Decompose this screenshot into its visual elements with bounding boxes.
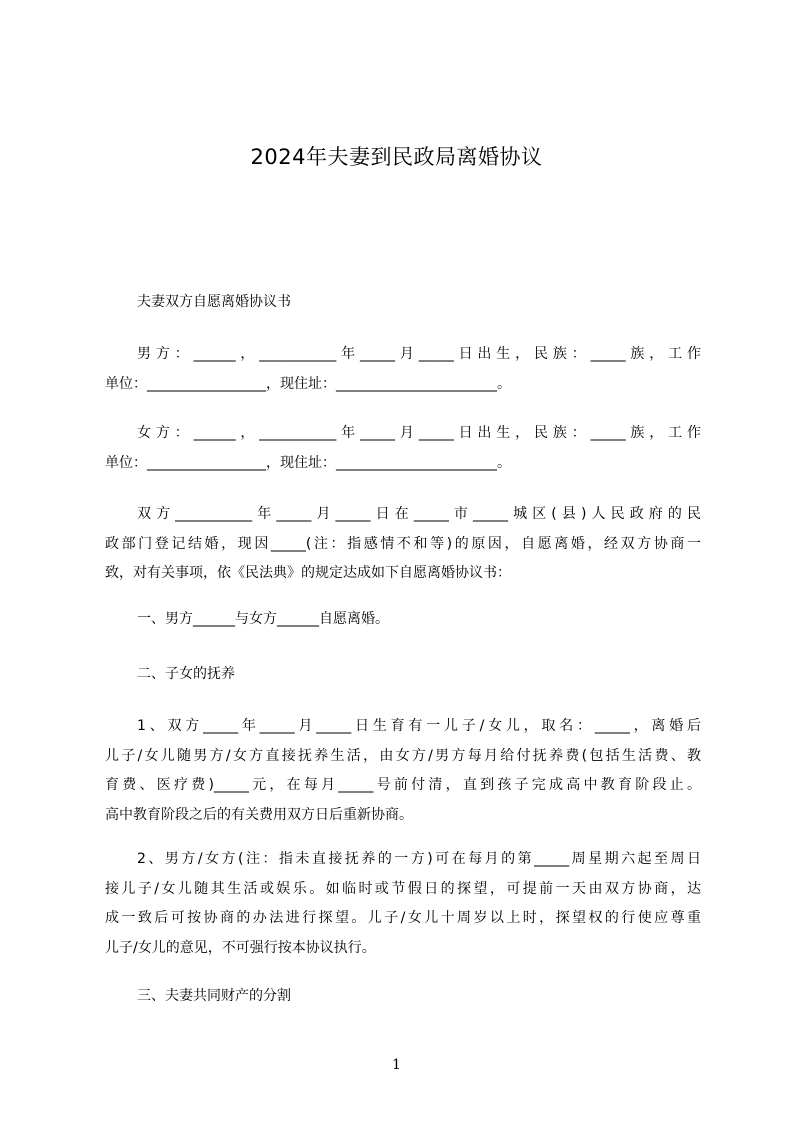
page-number: 1 <box>392 1057 401 1073</box>
clause-two-heading: 二、子女的抚养 <box>137 666 235 682</box>
child-support-line-1: 1、双方_____年_____月_____日生育有一儿子/女儿，取名：_____，离婚后 <box>137 718 701 734</box>
child-support-line-3: 育费、医疗费)_____元，在每月_____号前付清，直到孩子完成高中教育阶段止。 <box>105 777 701 793</box>
visitation-line-1: 2、男方/女方(注：指未直接抚养的一方)可在每月的第_____周星期六起至周日 <box>137 851 701 867</box>
document-title: 2024年夫妻到民政局离婚协议 <box>250 145 543 169</box>
child-support-line-4: 高中教育阶段之后的有关费用双方日后重新协商。 <box>105 806 413 823</box>
female-party-line-1: 女方：______，___________年_____月_____日出生，民族：_____族，工作 <box>137 425 701 441</box>
intro-line-2: 政部门登记结婚，现因_____(注：指感情不和等)的原因，自愿离婚，经双方协商一 <box>105 535 701 552</box>
male-party-paragraph <box>105 340 701 399</box>
intro-line-3: 致，对有关事项，依《民法典》的规定达成如下自愿离婚协议书： <box>105 565 511 581</box>
intro-line-1: 双方___________年_____月_____日在_____市_____城区(县)人民政府的民 <box>137 506 701 522</box>
child-support-paragraph <box>105 712 701 830</box>
visitation-line-2: 接儿子/女儿随其生活或娱乐。如临时或节假日的探望，可提前一天由双方协商，达 <box>105 880 701 897</box>
visitation-line-4: 儿子/女儿的意见，不可强行按本协议执行。 <box>105 939 376 956</box>
male-party-line-2: 单位：_________________，现住址：_______________________。 <box>105 375 511 392</box>
female-party-paragraph <box>105 419 701 478</box>
agreement-subtitle: 夫妻双方自愿离婚协议书 <box>137 294 291 310</box>
female-party-line-2: 单位：_________________，现住址：_______________________。 <box>105 454 511 471</box>
child-support-line-2: 儿子/女儿随男方/女方直接抚养生活，由女方/男方每月给付抚养费(包括生活费、教 <box>105 747 701 764</box>
intro-paragraph <box>105 500 701 589</box>
male-party-line-1: 男方：______，___________年_____月_____日出生，民族：_____族，工作 <box>137 346 701 362</box>
visitation-paragraph <box>105 845 701 963</box>
clause-one: 一、男方______与女方______自愿离婚。 <box>137 611 389 627</box>
visitation-line-3: 成一致后可按协商的办法进行探望。儿子/女儿十周岁以上时，探望权的行使应尊重 <box>105 910 701 926</box>
clause-three-heading: 三、夫妻共同财产的分割 <box>137 988 291 1004</box>
